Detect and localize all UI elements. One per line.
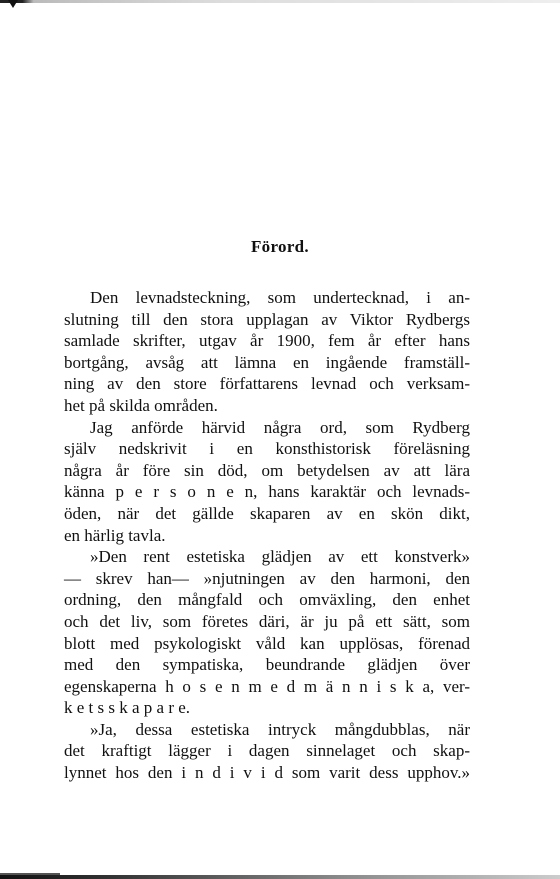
- text-line: lynnet hos den i n d i v i d som varit dess upphov.»: [64, 763, 470, 783]
- text-line: k e t s s k a p a r e.: [64, 698, 191, 718]
- text-line: »Ja, dessa estetiska intryck mångdubblas, när: [90, 719, 470, 739]
- text-line: bortgång, avsåg att lämna en ingående framställ-: [64, 352, 470, 372]
- text-line: det kraftigt lägger i dagen sinnelaget och skap-: [64, 741, 470, 761]
- bottom-scan-edge: [0, 875, 560, 879]
- text-line: själv nedskrivit i en konsthistorisk föreläsning: [64, 439, 470, 459]
- page-title: Förord.: [251, 237, 309, 256]
- text-line: »Den rent estetiska glädjen av ett konstverk»: [90, 547, 470, 567]
- text-line: ning av den store författarens levnad och verksam-: [64, 374, 470, 394]
- text-line: egenskaperna h o s e n m e d m ä n n i s k a, ver-: [64, 676, 470, 696]
- text-line: het på skilda områden.: [64, 395, 218, 415]
- text-line: känna p e r s o n e n, hans karaktär och levnads-: [64, 482, 470, 502]
- text-line: en härlig tavla.: [64, 525, 166, 545]
- top-scan-mark: [8, 0, 18, 8]
- text-line: blott med psykologiskt våld kan upplösas, förenad: [64, 633, 470, 653]
- top-scan-edge: [0, 0, 560, 3]
- text-line: några år före sin död, om betydelsen av att lära: [64, 460, 470, 480]
- text-line: med den sympatiska, beundrande glädjen över: [64, 655, 470, 675]
- text-line: Den levnadsteckning, som undertecknad, i an-: [90, 288, 470, 307]
- text-line: slutning till den stora upplagan av Viktor Rydbergs: [64, 309, 470, 329]
- text-line: Jag anförde härvid några ord, som Rydberg: [90, 417, 470, 437]
- text-line: ordning, den mångfald och omväxling, den enhet: [64, 590, 470, 610]
- text-line: öden, när det gällde skaparen av en skön dikt,: [64, 503, 470, 523]
- text-line: och det liv, som företes däri, är ju på ett sätt, som: [64, 611, 470, 631]
- preface-body: [64, 287, 470, 784]
- text-line: samlade skrifter, utgav år 1900, fem år efter hans: [64, 331, 470, 351]
- text-line: — skrev han— »njutningen av den harmoni, den: [64, 568, 470, 588]
